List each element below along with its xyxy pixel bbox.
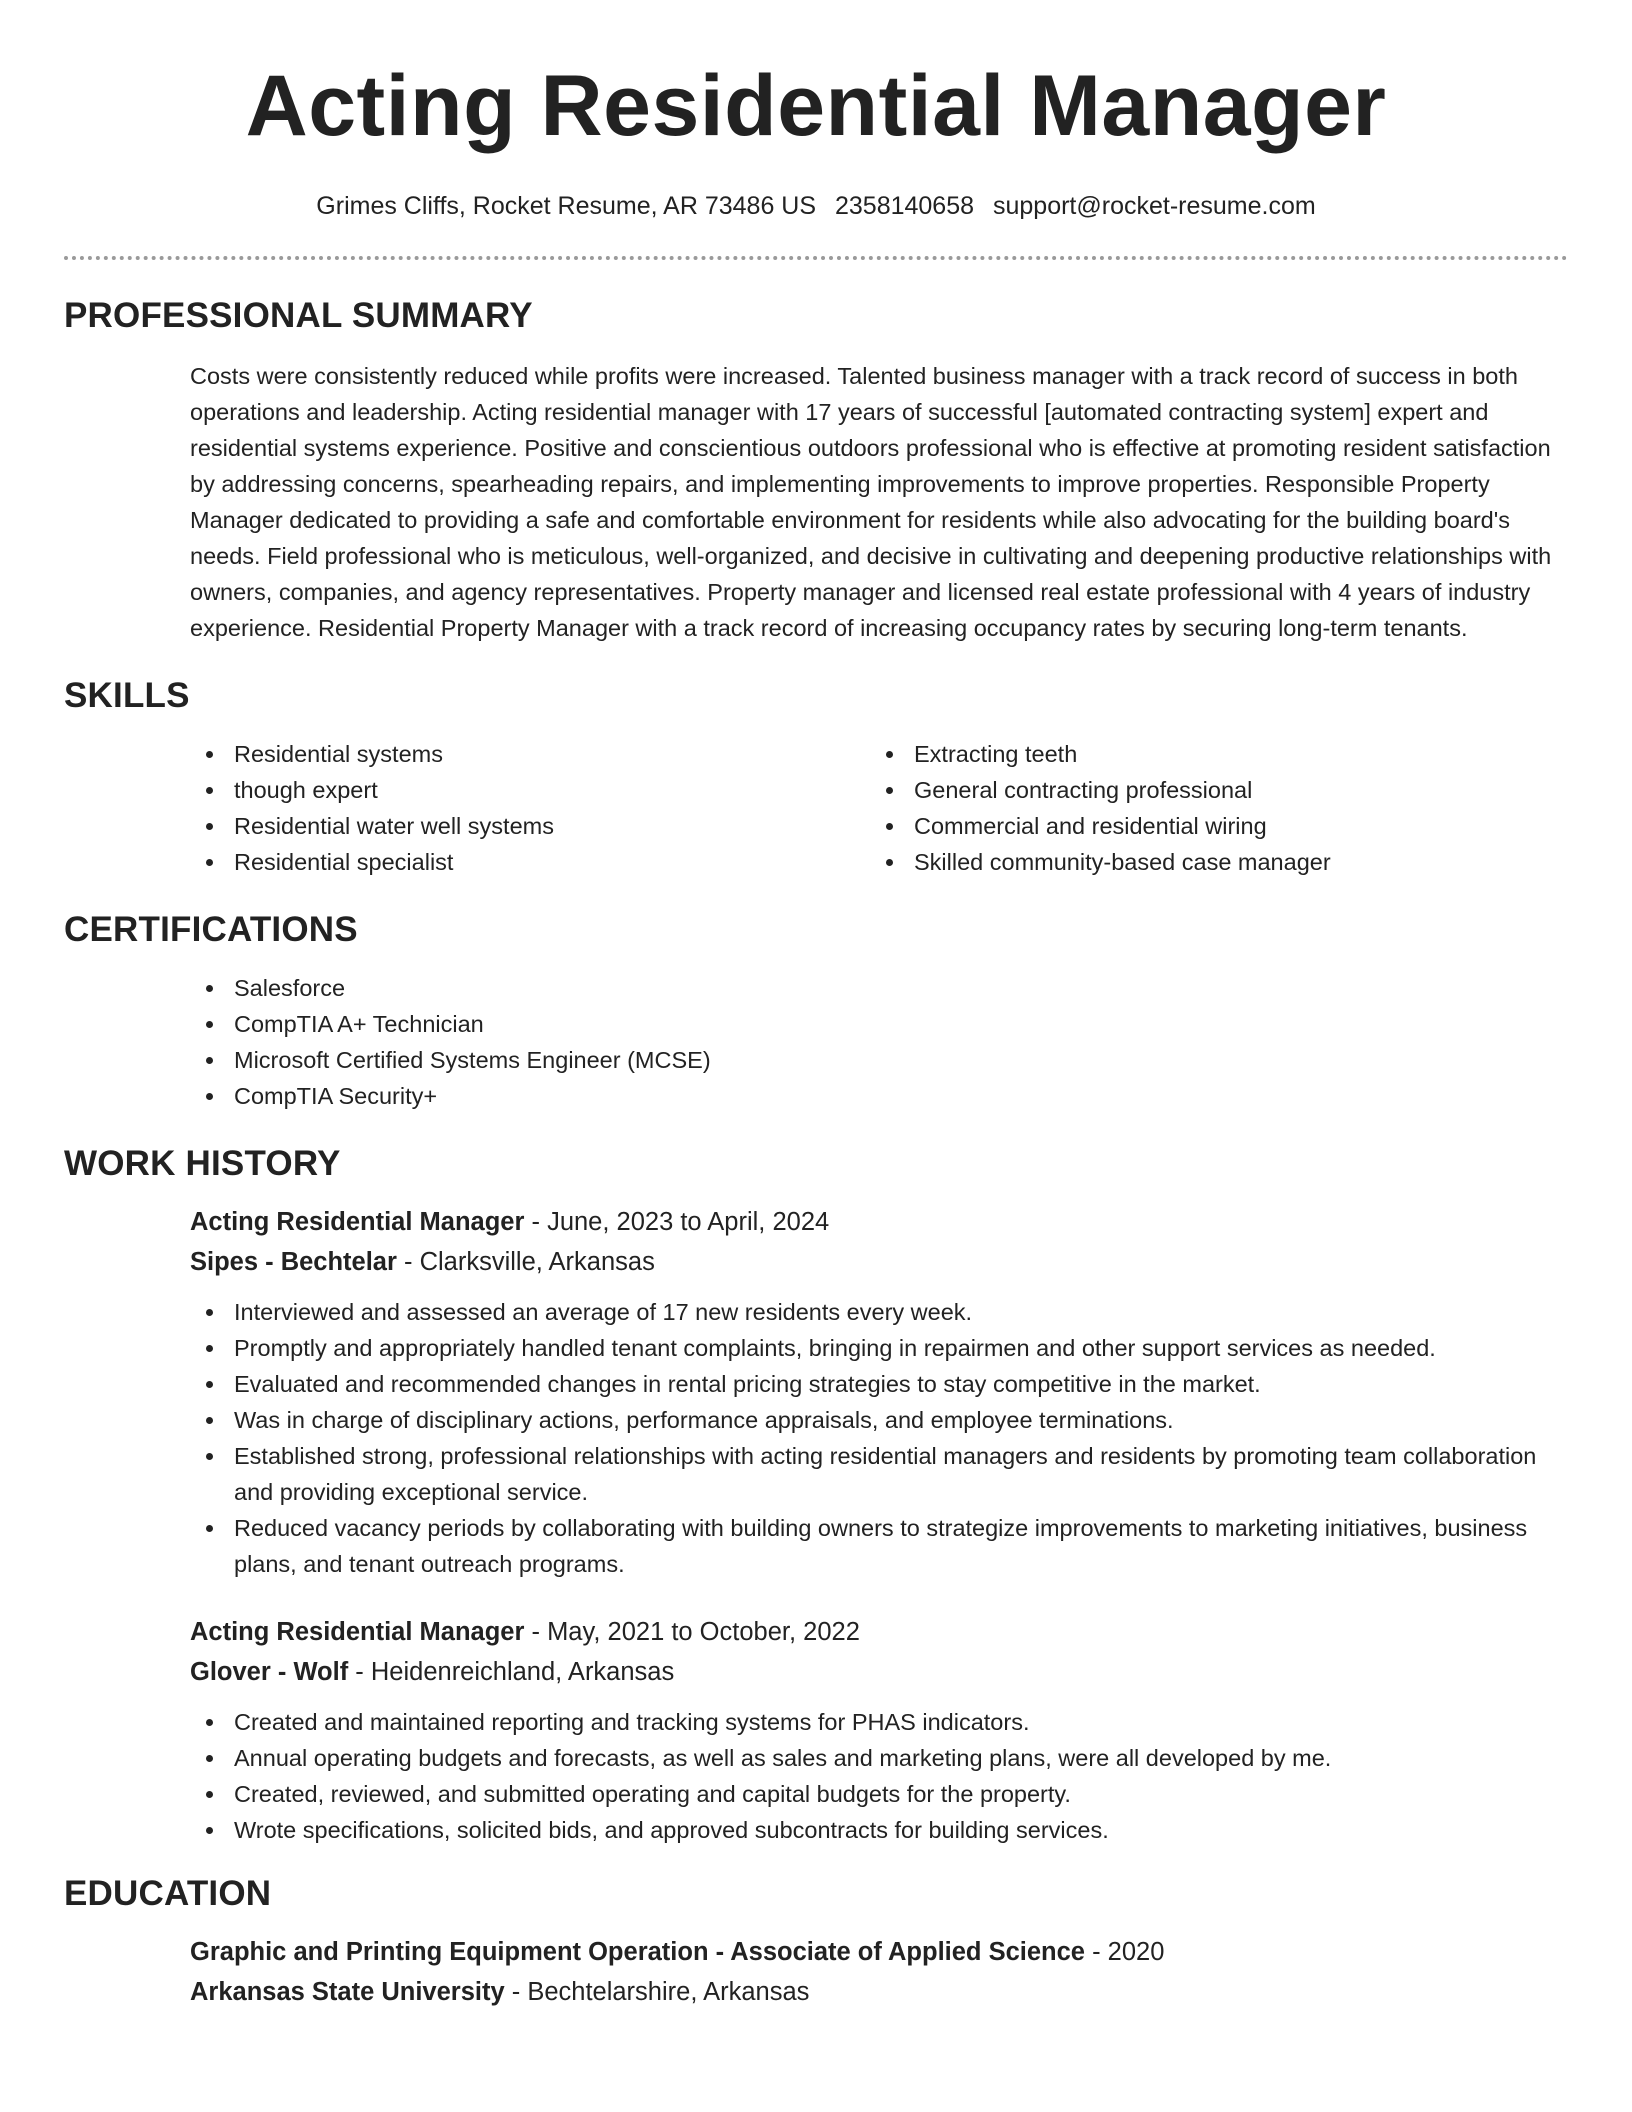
skill-item: Extracting teeth	[870, 736, 1550, 772]
skill-item: General contracting professional	[870, 772, 1550, 808]
contact-line	[64, 190, 1568, 222]
job-bullet: Was in charge of disciplinary actions, performance appraisals, and employee terminations.	[190, 1402, 1568, 1438]
job-bullet: Created, reviewed, and submitted operating and capital budgets for the property.	[190, 1776, 1568, 1812]
work-title: WORK HISTORY	[64, 1144, 341, 1183]
summary-section	[64, 294, 1568, 646]
job-bullet: Established strong, professional relationships with acting residential managers and residents by promoting team collaboration and providing exceptional service.	[190, 1438, 1568, 1510]
job-company: Glover - Wolf	[190, 1658, 349, 1686]
header-divider	[64, 256, 1568, 260]
resume-name: Acting Residential Manager	[245, 58, 1387, 154]
education-location: - Bechtelarshire, Arkansas	[504, 1978, 810, 2006]
job-entry	[190, 1612, 1568, 1848]
job-company-line	[190, 1652, 1568, 1692]
certification-item: Microsoft Certified Systems Engineer (MCSE)	[190, 1042, 1568, 1078]
education-degree: Graphic and Printing Equipment Operation - Associate of Applied Science	[190, 1938, 1085, 1966]
certification-item: Salesforce	[190, 970, 1568, 1006]
job-bullet: Promptly and appropriately handled tenant complaints, bringing in repairmen and other support services as needed.	[190, 1330, 1568, 1366]
job-bullet: Reduced vacancy periods by collaborating with building owners to strategize improvements to marketing initiatives, business plans, and tenant outreach programs.	[190, 1510, 1568, 1582]
education-school-line	[190, 1972, 1568, 2012]
contact-email: support@rocket-resume.com	[992, 192, 1316, 220]
skills-section	[64, 674, 1568, 880]
job-title-line	[190, 1612, 1568, 1652]
skills-grid	[190, 736, 1568, 880]
job-bullet: Created and maintained reporting and tracking systems for PHAS indicators.	[190, 1704, 1568, 1740]
certifications-title: CERTIFICATIONS	[64, 910, 358, 949]
job-role: Acting Residential Manager	[190, 1618, 525, 1646]
job-bullet: Interviewed and assessed an average of 17 new residents every week.	[190, 1294, 1568, 1330]
skill-item: Skilled community-based case manager	[870, 844, 1550, 880]
skills-title: SKILLS	[64, 676, 190, 715]
job-company-line	[190, 1242, 1568, 1282]
certification-item: CompTIA Security+	[190, 1078, 1568, 1114]
job-role: Acting Residential Manager	[190, 1208, 525, 1236]
certification-item: CompTIA A+ Technician	[190, 1006, 1568, 1042]
education-school: Arkansas State University	[190, 1978, 505, 2006]
job-bullet: Wrote specifications, solicited bids, and approved subcontracts for building services.	[190, 1812, 1568, 1848]
contact-address: Grimes Cliffs, Rocket Resume, AR 73486 US	[316, 192, 817, 220]
education-year: - 2020	[1085, 1938, 1165, 1966]
skill-item: Residential specialist	[190, 844, 870, 880]
job-dates: - May, 2021 to October, 2022	[524, 1618, 860, 1646]
job-title-line	[190, 1202, 1568, 1242]
skills-left-list	[190, 736, 870, 880]
job-bullets	[190, 1294, 1568, 1582]
job-location: - Heidenreichland, Arkansas	[348, 1658, 675, 1686]
summary-title: PROFESSIONAL SUMMARY	[64, 296, 533, 335]
education-title: EDUCATION	[64, 1874, 272, 1913]
skill-item: though expert	[190, 772, 870, 808]
skill-item: Residential systems	[190, 736, 870, 772]
education-degree-line	[190, 1932, 1568, 1972]
contact-phone: 2358140658	[834, 192, 975, 220]
job-bullet: Evaluated and recommended changes in rental pricing strategies to stay competitive in the market.	[190, 1366, 1568, 1402]
education-entry	[190, 1932, 1568, 2012]
job-bullets	[190, 1704, 1568, 1848]
job-dates: - June, 2023 to April, 2024	[524, 1208, 830, 1236]
education-section	[64, 1872, 1568, 2012]
skill-item: Residential water well systems	[190, 808, 870, 844]
job-entry	[190, 1202, 1568, 1582]
summary-text: Costs were consistently reduced while profits were increased. Talented business manager with a track record of success in both operations and leadership. Acting residential manager with 17 years of successful [automated contracting system] expert and residential systems experience. Positive and conscientious outdoors professional who is effective at promoting resident satisfaction by addressing concerns, spearheading repairs, and implementing improvements to improve properties. Responsible Property Manager dedicated to providing a safe and comfortable environment for residents while also advocating for the building board's needs. Field professional who is meticulous, well-organized, and decisive in cultivating and deepening productive relationships with owners, companies, and agency representatives. Property manager and licensed real estate professional with 4 years of industry experience. Residential Property Manager with a track record of increasing occupancy rates by securing long-term tenants.	[190, 363, 1552, 641]
job-bullet: Annual operating budgets and forecasts, as well as sales and marketing plans, were all developed by me.	[190, 1740, 1568, 1776]
job-company: Sipes - Bechtelar	[190, 1248, 397, 1276]
certifications-section	[64, 908, 1568, 1114]
work-section	[64, 1142, 1568, 1848]
job-location: - Clarksville, Arkansas	[396, 1248, 655, 1276]
skill-item: Commercial and residential wiring	[870, 808, 1550, 844]
certifications-list	[190, 970, 1568, 1114]
skills-right-list	[870, 736, 1550, 880]
